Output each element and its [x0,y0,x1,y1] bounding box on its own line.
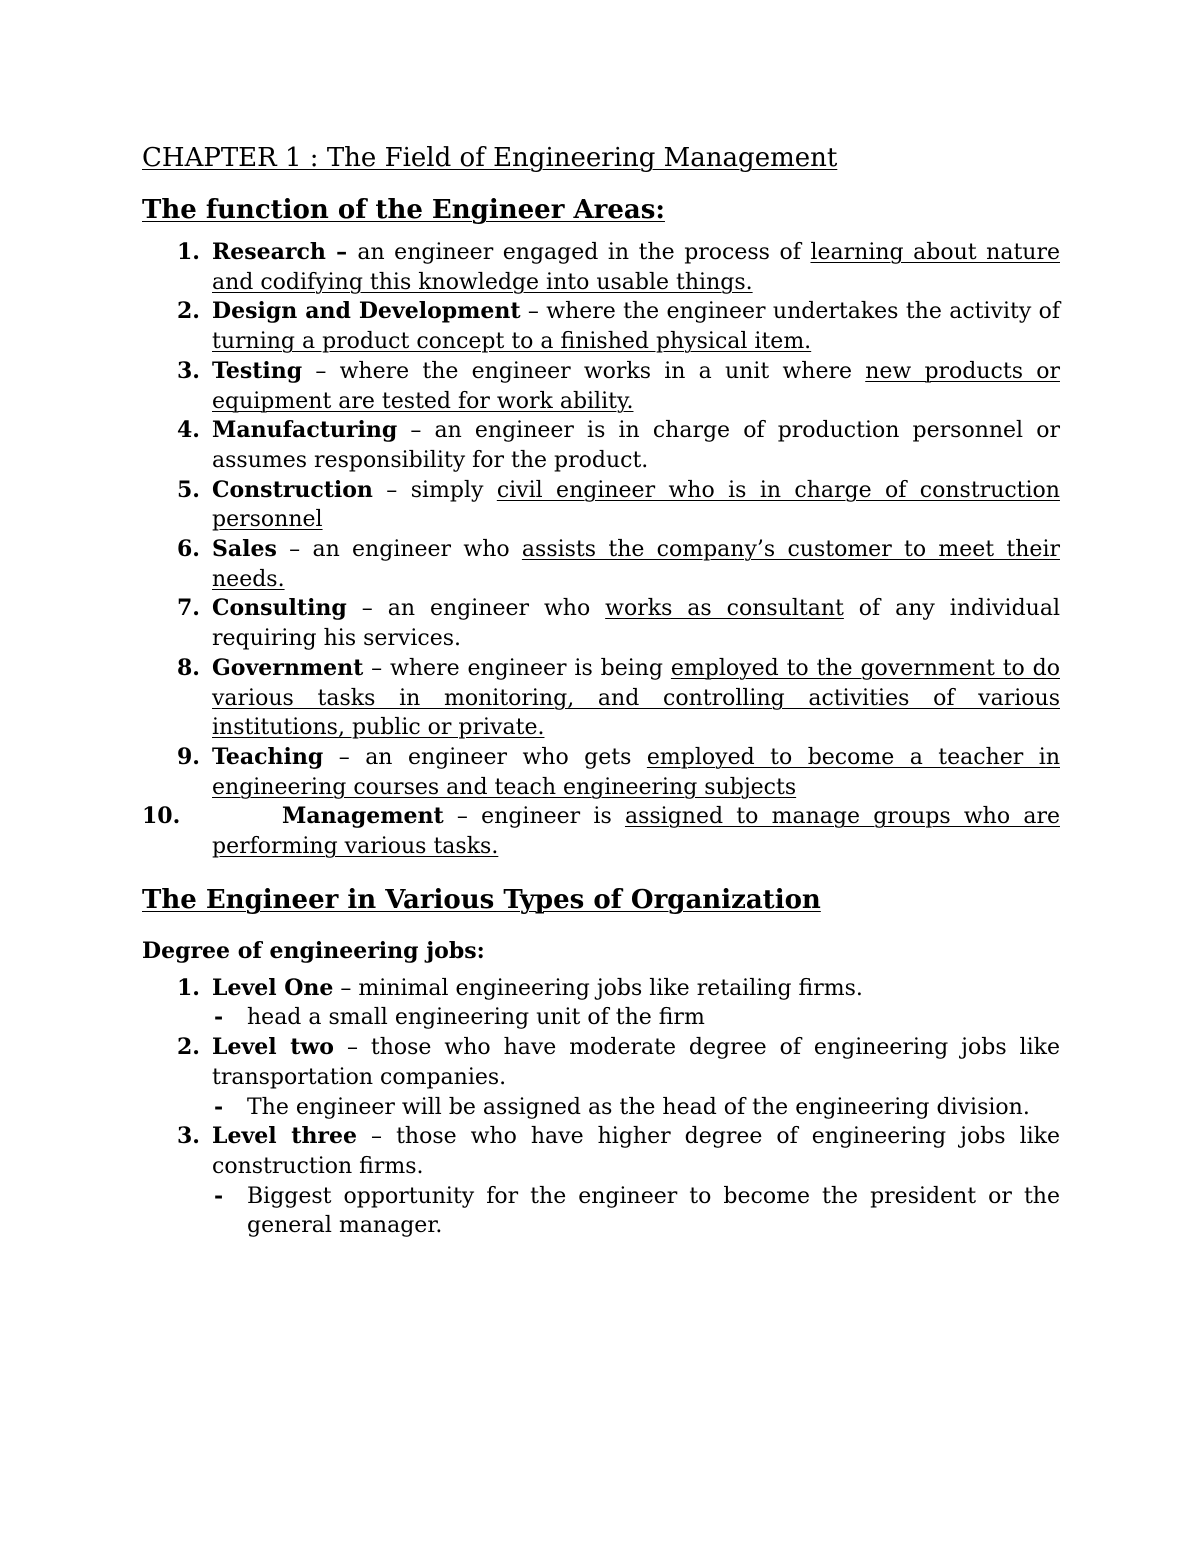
list-item [142,1033,1060,1122]
item-separator: – [397,418,435,444]
item-underlined-text: works as consultant [605,596,844,622]
list-item [142,357,1060,416]
section-heading-engineer-areas: The function of the Engineer Areas: [142,195,665,225]
item-term: Sales [212,536,277,563]
dash-marker: - [214,1182,224,1209]
item-number: 1. [177,974,200,1001]
item-underlined-text: civil engineer who is in charge of construction personnel [212,477,1060,533]
list-item [142,802,1060,861]
sub-bullet-list [212,1182,1060,1241]
list-item [142,297,1060,356]
item-text: engineer is [481,804,625,830]
item-text-after: of any individual requiring his services. [212,596,1060,652]
list-item [142,1122,1060,1241]
item-separator: – [323,744,366,770]
document-page [142,138,1060,1241]
levels-list [142,974,1060,1241]
item-text: those who have higher degree of engineering jobs like construction firms. [212,1124,1060,1179]
item-separator: – [357,1124,397,1150]
sub-bullet-item [212,1093,1060,1123]
sub-bullet-list [212,1003,1060,1033]
item-text: where the engineer undertakes the activity of [546,299,1060,325]
engineer-areas-list [142,238,1060,862]
item-separator: – [346,596,388,622]
item-number: 8. [177,654,200,681]
list-item [142,416,1060,475]
list-item [142,594,1060,653]
item-separator: – [302,358,340,384]
item-text: an engineer who [387,596,606,622]
list-item [142,974,1060,1033]
item-text: simply [410,477,497,503]
item-term: Consulting [212,595,347,622]
item-term: Teaching [212,743,324,770]
item-separator: – [372,477,411,503]
item-number: 4. [177,417,200,444]
item-number: 2. [177,1034,200,1061]
item-term: Manufacturing [212,417,398,444]
item-underlined-text: learning about nature and codifying this knowledge into usable things. [212,240,1060,295]
item-number: 2. [177,298,200,325]
item-term: Research [212,239,326,265]
sub-bullet-item [212,1182,1060,1241]
item-separator: – [520,299,547,325]
item-number: 3. [177,1123,200,1150]
item-number: 7. [177,595,200,622]
item-term: Design and Development [212,298,521,325]
item-text: an engineer is in charge of production personnel or assumes responsibility for the product. [212,418,1060,473]
dash-marker: - [214,1004,224,1031]
section-heading-organization: The Engineer in Various Types of Organization [142,884,821,915]
list-item [142,476,1060,535]
chapter-title: CHAPTER 1 : The Field of Engineering Management [142,143,838,173]
item-term: Testing [212,357,303,384]
item-number: 9. [177,743,200,770]
item-term: Level One [212,974,334,1001]
item-underlined-text: turning a product concept to a finished physical item. [212,329,812,355]
item-term: Government [212,654,364,681]
item-underlined-text: assists the company’s customer to meet their needs. [212,537,1060,592]
subheading-degree-of-jobs: Degree of engineering jobs: [142,937,485,964]
item-number: 10. [142,803,181,830]
item-text: an engineer who [312,537,522,563]
item-separator: – [333,975,359,1001]
dash-marker: - [214,1093,224,1120]
item-separator: – [276,537,313,563]
list-item [142,743,1060,802]
item-text: where the engineer works in a unit where [339,358,866,384]
sub-bullet-text: The engineer will be assigned as the head of the engineering division. [247,1094,1030,1120]
item-text: minimal engineering jobs like retailing firms. [358,975,863,1001]
list-item [142,535,1060,594]
sub-bullet-list [212,1093,1060,1123]
item-text: where engineer is being [390,655,671,681]
item-term: Construction [212,476,373,503]
item-term: Management [282,803,444,830]
item-term: Level three [212,1123,358,1150]
sub-bullet-item [212,1003,1060,1033]
item-separator: – [363,655,391,681]
item-separator: – [325,239,358,265]
item-number: 6. [177,536,200,563]
item-number: 5. [177,476,200,503]
item-separator: – [443,804,482,830]
list-item [142,654,1060,743]
item-text: those who have moderate degree of engineering jobs like transportation companies. [212,1035,1060,1090]
item-number: 1. [177,239,200,265]
item-term: Level two [212,1034,334,1061]
item-number: 3. [177,357,200,384]
list-item [142,238,1060,297]
item-underlined-text: assigned to manage groups who are performing various tasks. [212,804,1060,860]
item-text: an engineer who gets [365,744,647,770]
item-underlined-text: employed to the government to do various tasks in monitoring, and controlling activities of various institutions, public or private. [212,655,1060,741]
sub-bullet-text: head a small engineering unit of the firm [247,1005,705,1031]
sub-bullet-text: Biggest opportunity for the engineer to become the president or the general manager. [247,1183,1060,1239]
item-underlined-text: new products or equipment are tested for work ability. [212,358,1060,414]
item-separator: – [334,1035,371,1061]
item-underlined-text: employed to become a teacher in engineering courses and teach engineering subjects [212,744,1060,800]
item-text: an engineer engaged in the process of [357,240,811,265]
